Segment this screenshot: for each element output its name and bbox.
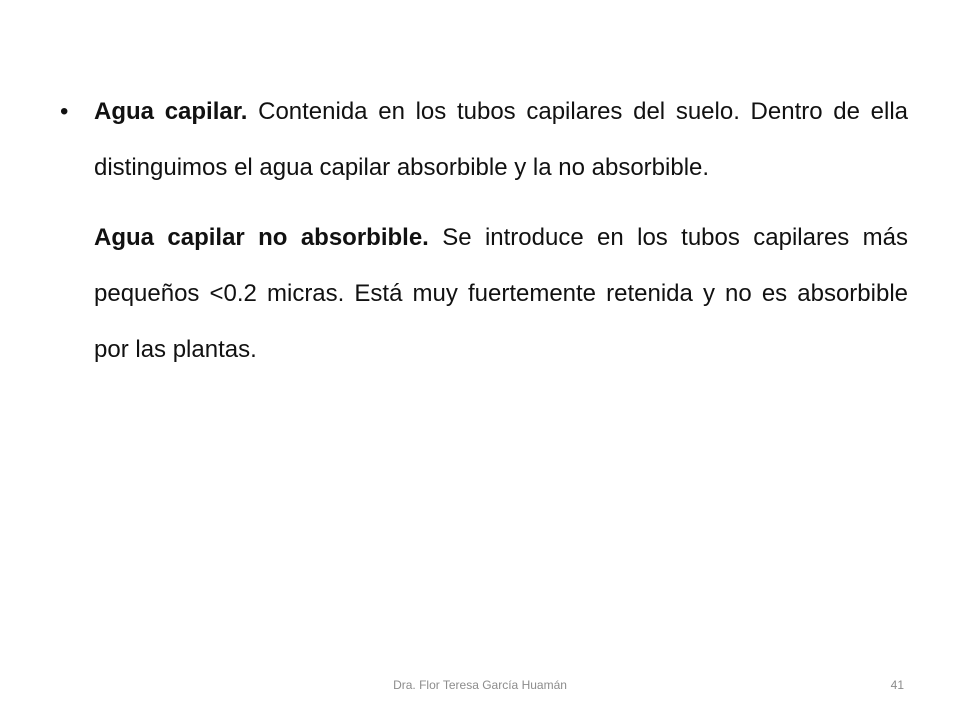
definition-agua-capilar-no-absorbible: Se introduce en los tubos capilares más pequeños <0.2 micras. Está muy fuertemente retenida y no es absorbible por las plantas. bbox=[94, 224, 908, 363]
footer-author: Dra. Flor Teresa García Huamán bbox=[393, 678, 567, 692]
bullet-item-agua-capilar bbox=[58, 84, 908, 196]
slide-body bbox=[58, 84, 908, 378]
definition-agua-capilar: Contenida en los tubos capilares del suelo. Dentro de ella distinguimos el agua capilar absorbible y la no absorbible. bbox=[94, 98, 909, 181]
term-agua-capilar: Agua capilar. bbox=[94, 98, 248, 125]
footer-page-number: 41 bbox=[890, 678, 904, 692]
paragraph-agua-capilar-no-absorbible bbox=[58, 210, 908, 378]
paragraph-agua-capilar bbox=[94, 84, 908, 196]
bullet-icon: • bbox=[60, 98, 69, 125]
term-agua-capilar-no-absorbible: Agua capilar no absorbible. bbox=[94, 224, 429, 251]
